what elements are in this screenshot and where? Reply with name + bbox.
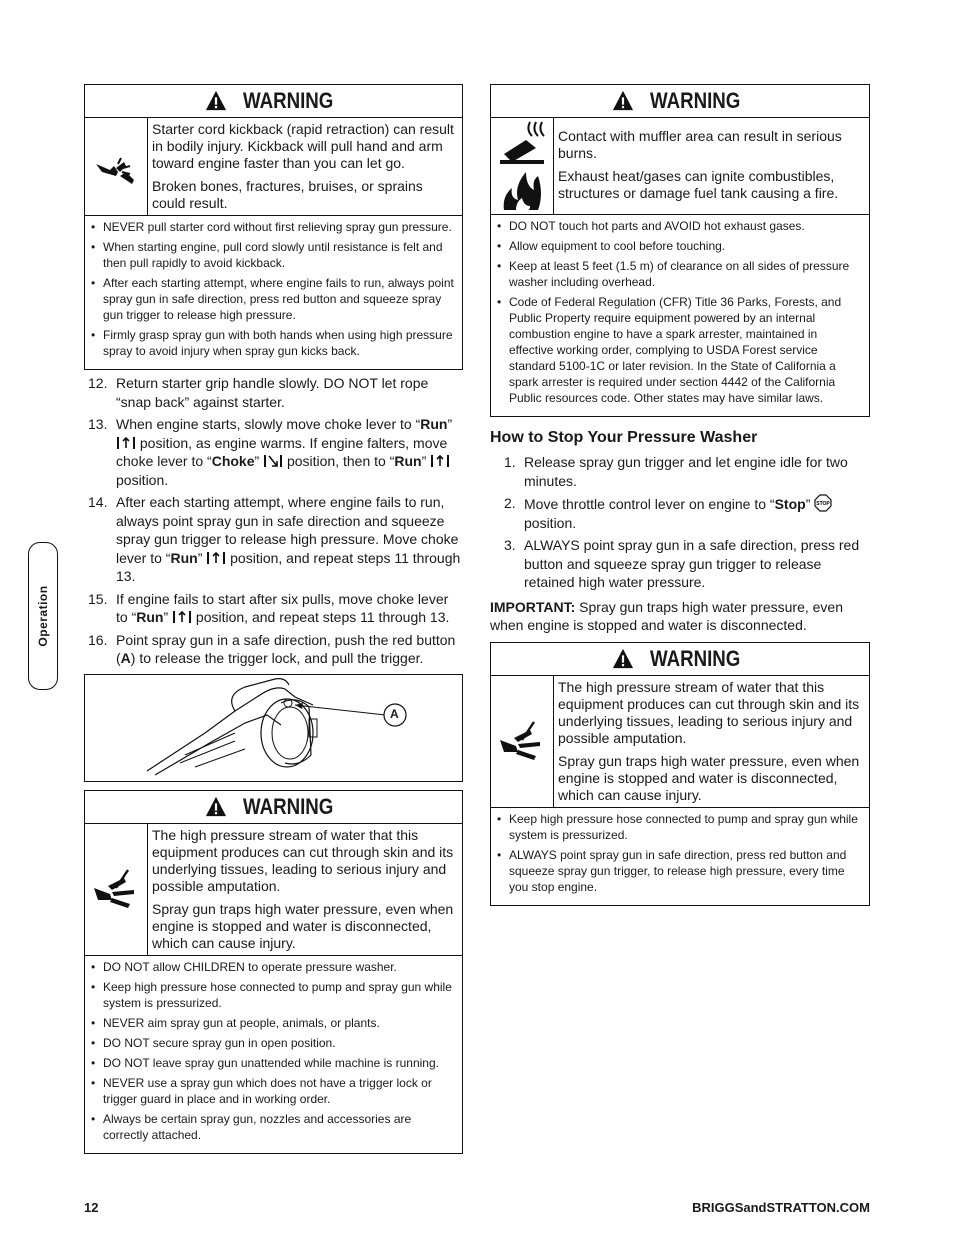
warning-text [148, 824, 462, 955]
warning-header [85, 85, 462, 118]
important-text: Spray gun traps high water pressure, even when engine is stopped and water is disconnected. [490, 598, 843, 633]
warning-title: WARNING [649, 88, 741, 113]
starting-steps-list [84, 374, 463, 668]
step-bold: Run [394, 453, 422, 469]
list-item: • Code of Federal Regulation (CFR) Title 36 Parks, Forests, and Public Property require equipment powered by an internal combustion engine to have a spark arrester, maintained in effective working order, complying to USDA Forest service standard 5100-1C or later revision. In the State of California a spark arrester is required under section 4442 of the California Public resources code. Other states may have similar laws. [497, 294, 863, 406]
step-text: position, and repeat steps 11 through 13. [192, 609, 450, 625]
list-item: • ALWAYS point spray gun in safe direction, press red button and squeeze spray gun trigger, to release high pressure, every time you stop engine. [497, 847, 863, 895]
warning-header [491, 643, 869, 676]
list-item: • DO NOT secure spray gun in open position. [91, 1035, 456, 1051]
step-item [84, 493, 463, 586]
step-number: 12. [88, 375, 108, 391]
step-text: Release spray gun trigger and let engine idle for two minutes. [524, 454, 848, 489]
warning-title: WARNING [243, 88, 334, 113]
spray-gun-illustration [85, 675, 461, 779]
important-note [490, 598, 870, 634]
step-number: 13. [88, 416, 108, 432]
hot-surface-icon [496, 118, 548, 166]
step-text: ” [421, 453, 431, 469]
warning-text [148, 118, 462, 215]
step-number: 16. [88, 631, 108, 648]
stop-symbol-icon [814, 494, 832, 512]
warning-bullet-list [85, 216, 462, 369]
step-item [490, 536, 870, 592]
warning-icon-cell [85, 118, 148, 215]
warning-header [491, 85, 869, 118]
important-label: IMPORTANT: [490, 598, 576, 615]
step-number: 14. [88, 494, 108, 510]
list-item: • Keep high pressure hose connected to pump and spray gun while system is pressurized. [497, 811, 863, 843]
warning-triangle-icon [205, 90, 227, 112]
warning-bullet-list [491, 215, 869, 416]
warning-paragraph: Exhaust heat/gases can ignite combustibles, structures or damage fuel tank causing a fire. [558, 168, 839, 201]
warning-paragraph: The high pressure stream of water that this equipment produces can cut through skin and its underlying tissues, leading to serious injury and possible amputation. [558, 678, 860, 746]
high-pressure-warning-box [490, 642, 870, 906]
kickback-hand-icon [90, 142, 142, 192]
step-number: 15. [88, 590, 108, 607]
warning-title: WARNING [243, 793, 334, 819]
step-text: ” [163, 609, 173, 625]
warning-paragraph: The high pressure stream of water that this equipment produces can cut through skin and its underlying tissues, leading to serious injury and possible amputation. [152, 826, 454, 894]
step-text: Move throttle control lever on engine to “ [524, 496, 775, 512]
step-bold: Stop [774, 496, 806, 512]
step-text: Return starter grip handle slowly. DO NOT let rope “snap back” against starter. [116, 375, 429, 410]
warning-paragraph: Spray gun traps high water pressure, even when engine is stopped and water is disconnected, which can cause injury. [558, 752, 860, 803]
warning-bullet-list [85, 956, 462, 1153]
list-item: • NEVER pull starter cord without first relieving spray gun pressure. [91, 219, 456, 235]
step-bold: Choke [211, 453, 255, 469]
high-pressure-injection-icon [90, 864, 142, 914]
step-item [84, 631, 463, 668]
step-text: position, and repeat steps 11 through 13. [116, 549, 461, 584]
step-item [84, 415, 463, 489]
step-text: position. [524, 514, 577, 531]
step-number: 2. [504, 495, 516, 511]
section-side-tab-label: Operation [36, 585, 50, 647]
list-item: • NEVER aim spray gun at people, animals, or plants. [91, 1015, 456, 1031]
list-item: • DO NOT allow CHILDREN to operate pressure washer. [91, 959, 456, 975]
section-side-tab [28, 542, 58, 690]
list-item: • Allow equipment to cool before touching. [497, 238, 863, 254]
step-text: Point spray gun in a safe direction, push the red button ( [116, 631, 456, 666]
step-item [490, 494, 870, 532]
step-text: ” [447, 416, 453, 432]
step-text: ALWAYS point spray gun in a safe direction, press red button and squeeze spray gun trigger to release retained high water pressure. [524, 537, 860, 590]
warning-body [85, 824, 462, 956]
step-text: ” [805, 496, 815, 512]
warning-icon-cell [491, 118, 554, 214]
page-number: 12 [84, 1200, 99, 1215]
step-text: When engine starts, slowly move choke lever to “ [116, 416, 421, 432]
warning-triangle-icon [612, 90, 634, 112]
warning-body [491, 676, 869, 808]
list-item: • DO NOT leave spray gun unattended while machine is running. [91, 1055, 456, 1071]
callout-label-a: A [390, 706, 399, 721]
kickback-warning-box [84, 84, 463, 370]
list-item: • After each starting attempt, where engine fails to run, always point spray gun in safe direction, press red button and squeeze spray gun trigger to release high pressure. [91, 275, 456, 323]
step-text: ) to release the trigger lock, and pull the trigger. [130, 650, 424, 666]
stop-section-heading: How to Stop Your Pressure Washer [490, 429, 758, 446]
hot-surface-warning-box [490, 84, 870, 417]
list-item: • Always be certain spray gun, nozzles and accessories are correctly attached. [91, 1111, 456, 1143]
choke-run-icon [116, 436, 136, 450]
list-item: • Keep high pressure hose connected to pump and spray gun while system is pressurized. [91, 979, 456, 1011]
warning-triangle-icon [612, 648, 634, 670]
step-text: position. [116, 471, 169, 488]
stop-symbol-text: STOP [816, 501, 831, 507]
warning-icon-cell [85, 824, 148, 955]
step-bold: A [120, 650, 131, 666]
warning-header [85, 791, 462, 824]
warning-text [554, 676, 869, 807]
list-item: • Keep at least 5 feet (1.5 m) of clearance on all sides of pressure washer including overhead. [497, 258, 863, 290]
step-bold: Run [170, 549, 198, 566]
list-item: • When starting engine, pull cord slowly until resistance is felt and then pull rapidly to avoid kickback. [91, 239, 456, 271]
step-number: 3. [504, 537, 516, 553]
warning-text [554, 118, 869, 214]
list-item: • NEVER use a spray gun which does not have a trigger lock or trigger guard in place and in working order. [91, 1075, 456, 1107]
choke-run-icon [206, 551, 226, 565]
warning-paragraph: Spray gun traps high water pressure, even when engine is stopped and water is disconnected, which can cause injury. [152, 900, 454, 951]
right-column [490, 84, 870, 906]
step-text: ” [197, 549, 207, 566]
fire-icon [496, 166, 548, 214]
warning-icon-cell [491, 676, 554, 807]
warning-paragraph: Starter cord kickback (rapid retraction) can result in bodily injury. Kickback will pull hand and arm toward engine faster than you can let go. [152, 121, 454, 171]
left-column [84, 84, 463, 1154]
step-text: position, then to “ [283, 453, 395, 469]
warning-title: WARNING [649, 645, 741, 671]
footer-website: BRIGGSandSTRATTON.COM [692, 1200, 870, 1215]
warning-bullet-list [491, 808, 869, 905]
choke-run-icon [430, 454, 450, 468]
warning-body [491, 118, 869, 215]
step-text: If engine fails to start after six pulls, move choke lever to “ [116, 590, 449, 625]
step-bold: Run [136, 609, 164, 625]
step-item [84, 374, 463, 411]
step-text: position, as engine warms. If engine falters, move choke lever to “ [116, 434, 448, 469]
warning-paragraph: Contact with muffler area can result in serious burns. [558, 128, 842, 161]
warning-triangle-icon [205, 796, 227, 818]
step-item [490, 453, 870, 490]
spray-gun-figure [84, 674, 463, 782]
step-text: ” [254, 453, 264, 469]
step-number: 1. [504, 454, 516, 470]
high-pressure-warning-box [84, 790, 463, 1154]
warning-paragraph: Broken bones, fractures, bruises, or sprains could result. [152, 178, 423, 211]
list-item: • DO NOT touch hot parts and AVOID hot exhaust gases. [497, 218, 863, 234]
high-pressure-injection-icon [496, 716, 548, 766]
step-text: After each starting attempt, where engine fails to run, always point spray gun in safe direction and squeeze spray gun trigger to release high pressure. Move choke lever to “ [116, 494, 459, 566]
list-item: • Firmly grasp spray gun with both hands when using high pressure spray to avoid injury when spray gun kicks back. [91, 327, 456, 359]
choke-closed-icon [263, 454, 283, 468]
step-bold: Run [420, 416, 448, 432]
choke-run-icon [172, 610, 192, 624]
warning-body [85, 118, 462, 216]
stop-steps-list [490, 453, 870, 592]
step-item [84, 590, 463, 627]
